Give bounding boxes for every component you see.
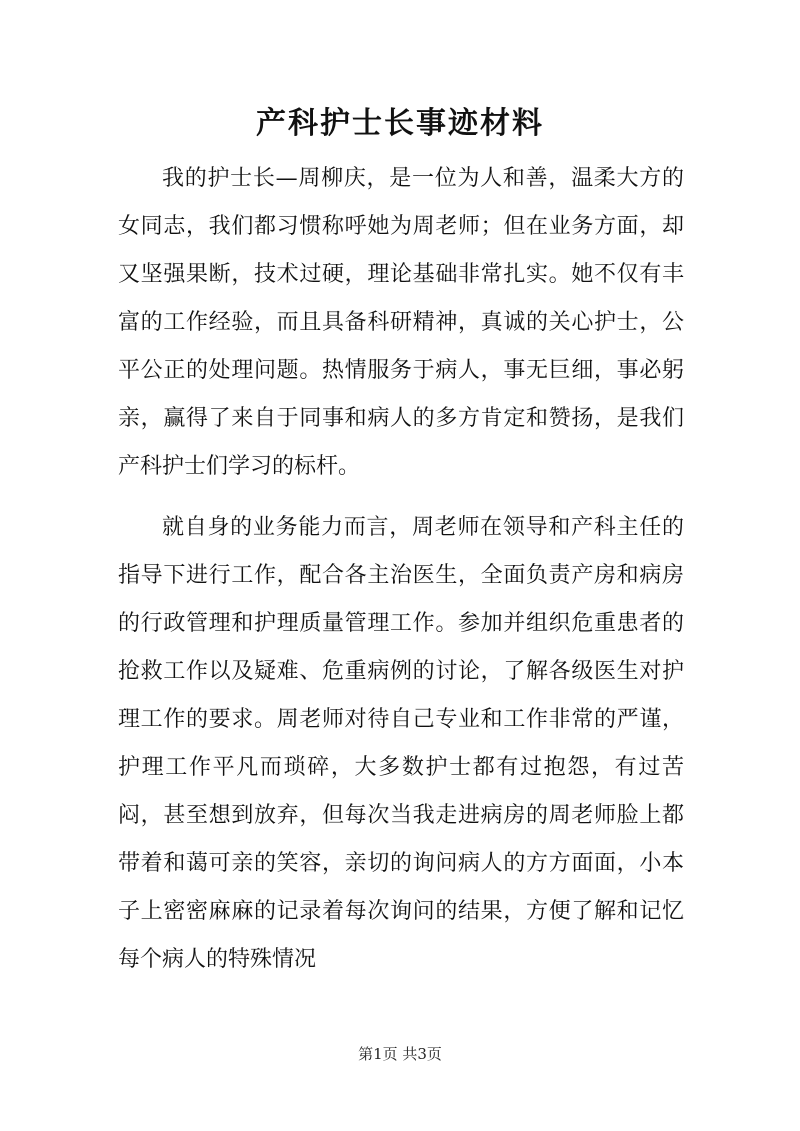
page-footer: 第1页 共3页 xyxy=(358,1045,442,1063)
document-title: 产科护士长事迹材料 xyxy=(256,106,544,141)
paragraph-1: 我的护士长—周柳庆，是一位为人和善，温柔大方的女同志，我们都习惯称呼她为周老师；但在业务方面，却又坚强果断，技术过硬，理论基础非常扎实。她不仅有丰富的工作经验，而且具备科研精神，真诚的关心护士，公平公正的处理问题。热情服务于病人，事无巨细，事必躬亲，赢得了来自于同事和病人的多方肯定和赞扬，是我们产科护士们学习的标杆。 xyxy=(118,166,684,479)
document-body xyxy=(118,155,684,984)
paragraph-2: 就自身的业务能力而言，周老师在领导和产科主任的指导下进行工作，配合各主治医生，全面负责产房和病房的行政管理和护理质量管理工作。参加并组织危重患者的抢救工作以及疑难、危重病例的讨论，了解各级医生对护理工作的要求。周老师对待自己专业和工作非常的严谨，护理工作平凡而琐碎，大多数护士都有过抱怨，有过苦闷，甚至想到放弃，但每次当我走进病房的周老师脸上都带着和蔼可亲的笑容，亲切的询问病人的方方面面，小本子上密密麻麻的记录着每次询问的结果，方便了解和记忆每个病人的特殊情况 xyxy=(118,515,684,972)
